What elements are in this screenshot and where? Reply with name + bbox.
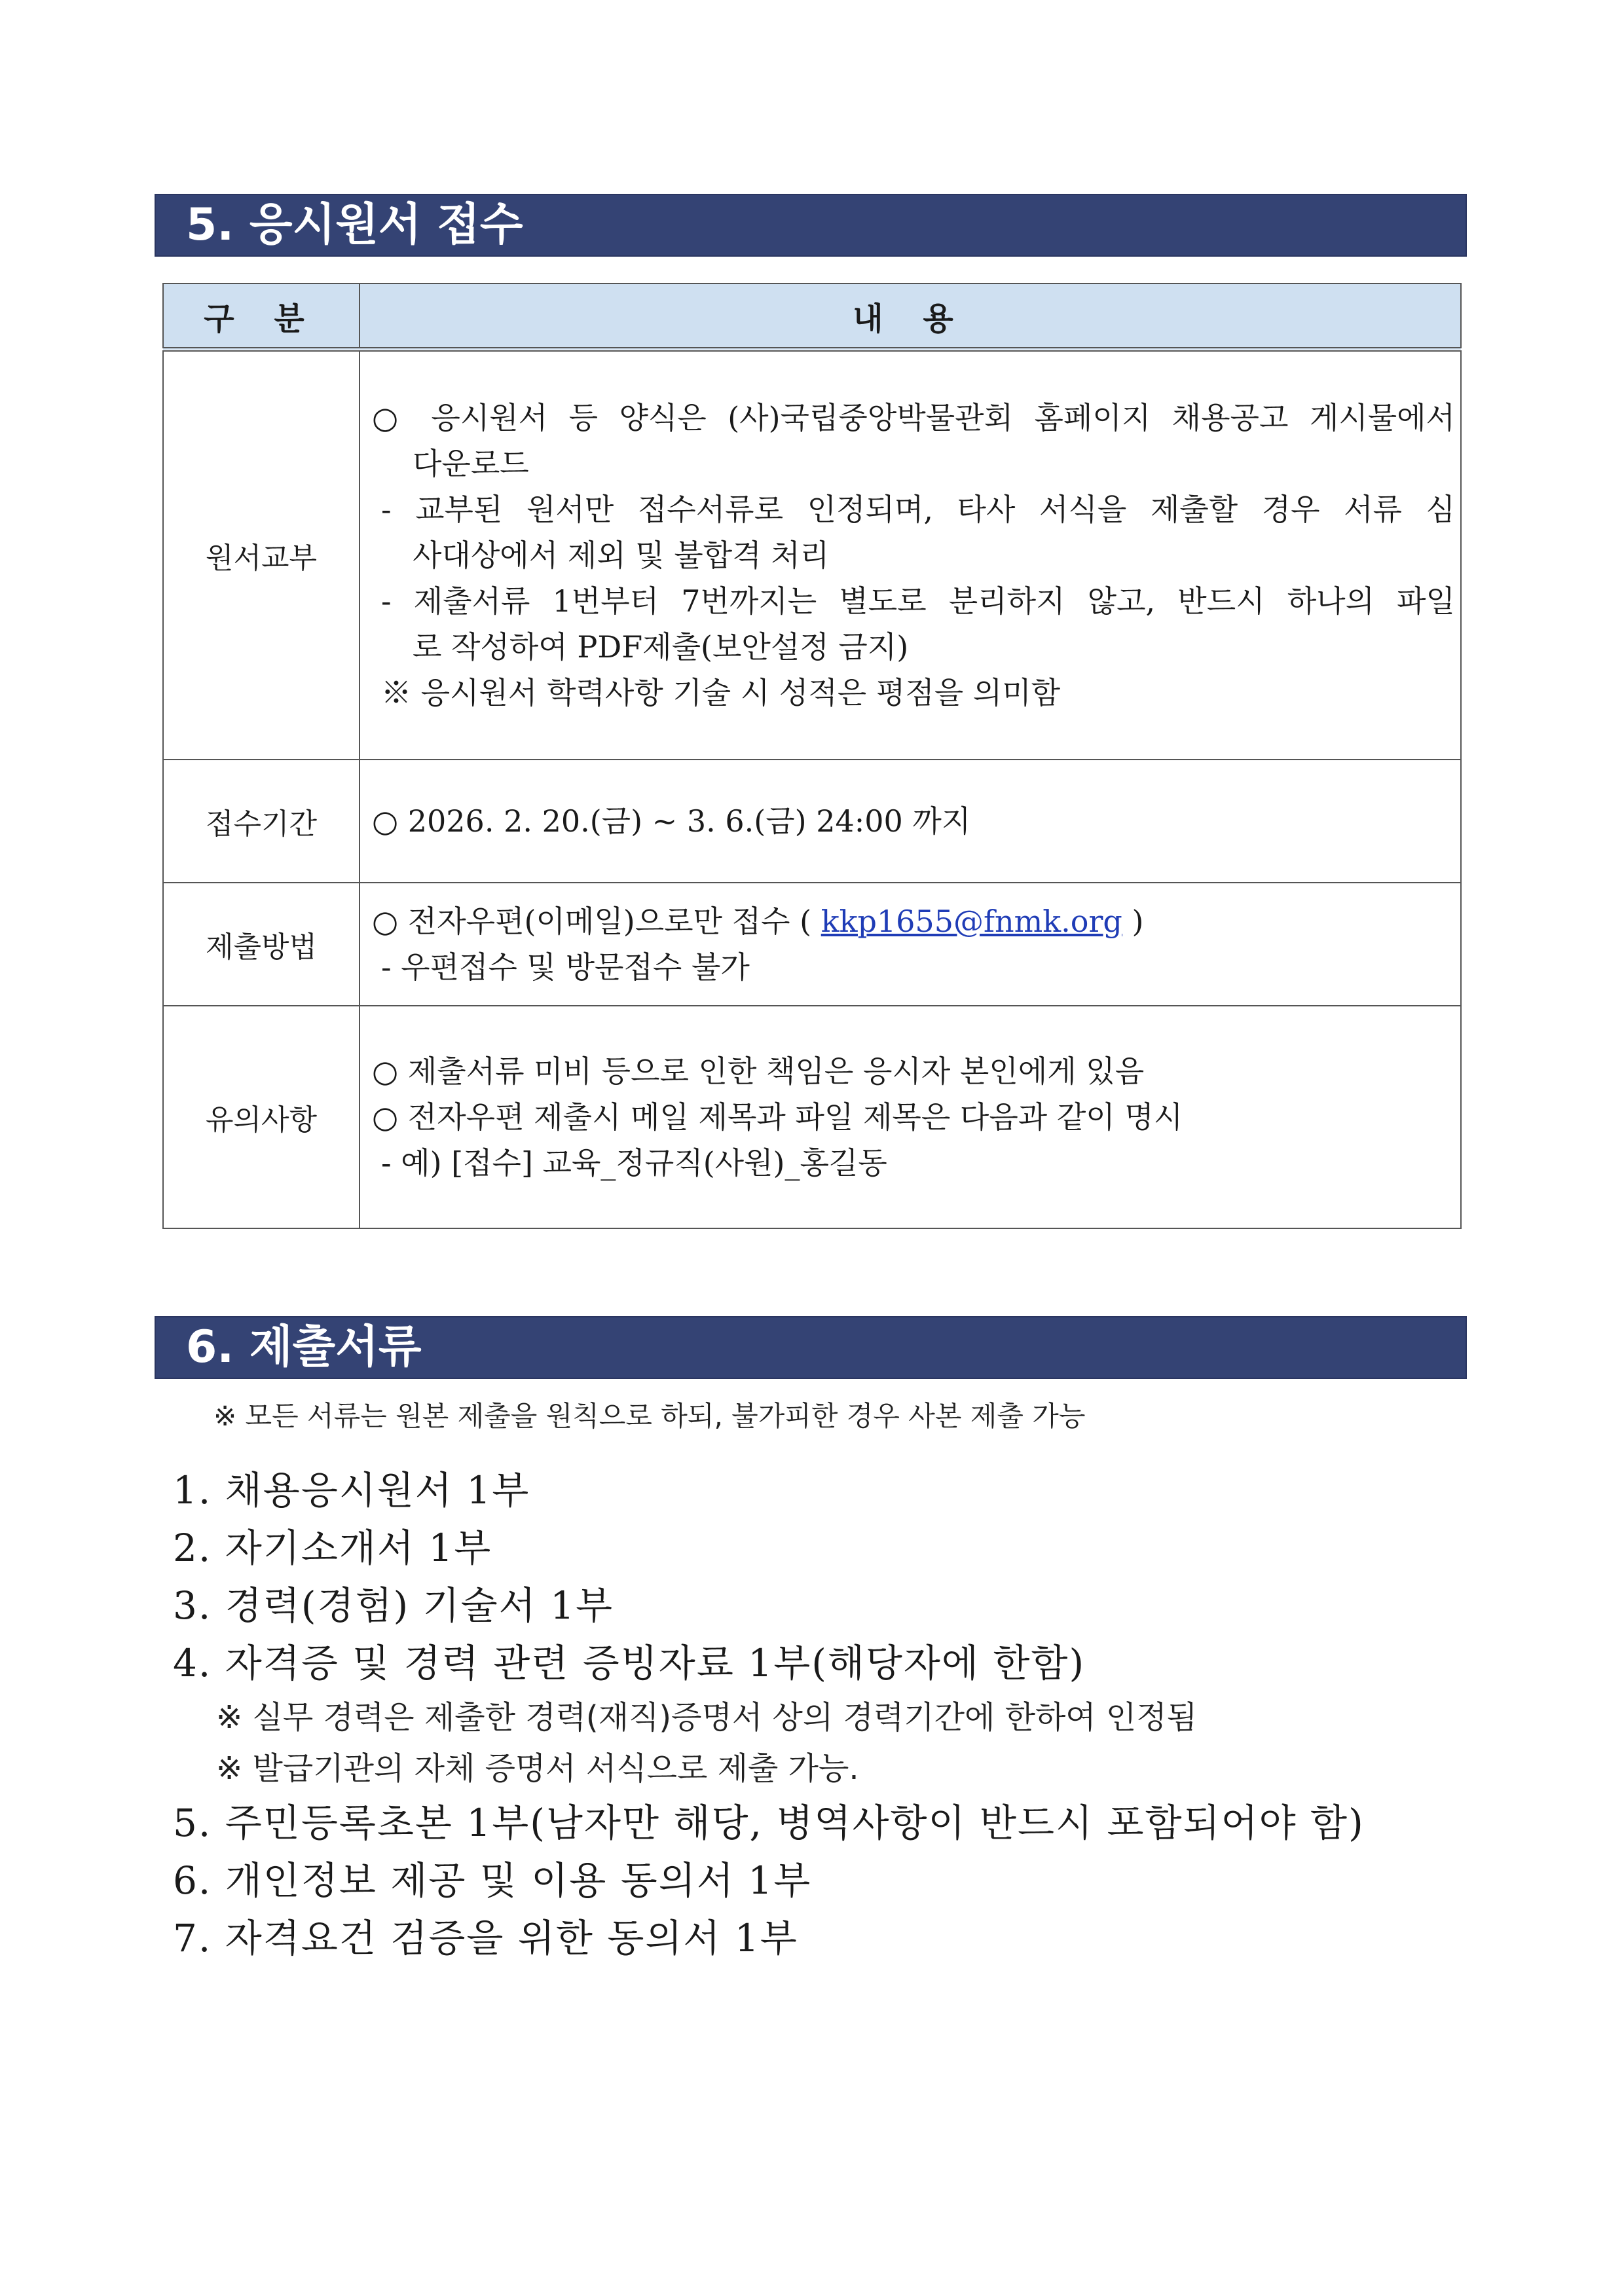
- notes-line-3: - 예) [접수] 교육_정규직(사원)_홍길동: [381, 1145, 887, 1181]
- document-subnote: ※ 발급기관의 자체 증명서 서식으로 제출 가능.: [216, 1750, 859, 1787]
- apply-line-3: - 교부된 원서만 접수서류로 인정되며, 타사 서식을 제출할 경우 서류 심: [381, 492, 1455, 527]
- section-6-note: ※ 모든 서류는 원본 제출을 원칙으로 하되, 불가피한 경우 사본 제출 가능: [213, 1400, 1086, 1432]
- row-label-method: 제출방법: [163, 883, 360, 1006]
- section-6-title: 6. 제출서류: [155, 1316, 1467, 1379]
- table-row-apply: [163, 350, 1461, 760]
- period-line: ○ 2026. 2. 20.(금) ~ 3. 6.(금) 24:00 까지: [372, 803, 971, 839]
- document-item: 2. 자기소개서 1부: [173, 1526, 492, 1570]
- table-header-row: [163, 284, 1461, 350]
- method-line-2: - 우편접수 및 방문접수 불가: [381, 949, 750, 985]
- row-content-apply: [360, 350, 1461, 760]
- application-table: [162, 283, 1462, 1229]
- apply-line-7: ※ 응시원서 학력사항 기술 시 성적은 평점을 의미함: [381, 675, 1061, 710]
- email-link[interactable]: kkp1655@fnmk.org: [821, 904, 1122, 939]
- apply-line-1: ○ 응시원서 등 양식은 (사)국립중앙박물관회 홈페이지 채용공고 게시물에서: [372, 400, 1455, 435]
- document-subnote: ※ 실무 경력은 제출한 경력(재직)증명서 상의 경력기간에 한하여 인정됨: [216, 1699, 1198, 1736]
- method-line-1-text: ○ 전자우편(이메일)으로만 접수 (: [372, 904, 812, 939]
- row-label-period: 접수기간: [163, 760, 360, 883]
- table-row-period: [163, 760, 1461, 883]
- row-label-apply: 원서교부: [163, 350, 360, 760]
- row-content-period: [360, 760, 1461, 883]
- document-item: 4. 자격증 및 경력 관련 증빙자료 1부(해당자에 한함): [173, 1641, 1086, 1685]
- header-category: 구 분: [163, 284, 360, 350]
- apply-line-6: 로 작성하여 PDF제출(보안설정 금지): [413, 629, 909, 665]
- document-item: 1. 채용응시원서 1부: [173, 1468, 530, 1513]
- notes-line-1: ○ 제출서류 미비 등으로 인한 책임은 응시자 본인에게 있음: [372, 1054, 1145, 1089]
- row-content-method: [360, 883, 1461, 1006]
- method-line-1-close: ): [1132, 904, 1144, 939]
- notes-line-2: ○ 전자우편 제출시 메일 제목과 파일 제목은 다음과 같이 명시: [372, 1099, 1183, 1135]
- table-row-method: [163, 883, 1461, 1006]
- apply-line-4: 사대상에서 제외 및 불합격 처리: [413, 538, 830, 573]
- row-content-notes: [360, 1006, 1461, 1228]
- apply-line-2: 다운로드: [413, 446, 529, 481]
- document-item: 6. 개인정보 제공 및 이용 동의서 1부: [173, 1858, 812, 1903]
- document-item: 3. 경력(경험) 기술서 1부: [173, 1583, 614, 1628]
- section-5-title: 5. 응시원서 접수: [155, 194, 1467, 257]
- document-item: 5. 주민등록초본 1부(남자만 해당, 병역사항이 반드시 포함되어야 함): [173, 1801, 1365, 1845]
- table-row-notes: [163, 1006, 1461, 1228]
- apply-line-5: - 제출서류 1번부터 7번까지는 별도로 분리하지 않고, 반드시 하나의 파일: [381, 583, 1455, 619]
- document-list: [173, 1461, 1365, 1967]
- row-label-notes: 유의사항: [163, 1006, 360, 1228]
- method-line-1: [372, 898, 1455, 944]
- document-item: 7. 자격요건 검증을 위한 동의서 1부: [173, 1916, 798, 1960]
- header-content: 내 용: [360, 284, 1461, 350]
